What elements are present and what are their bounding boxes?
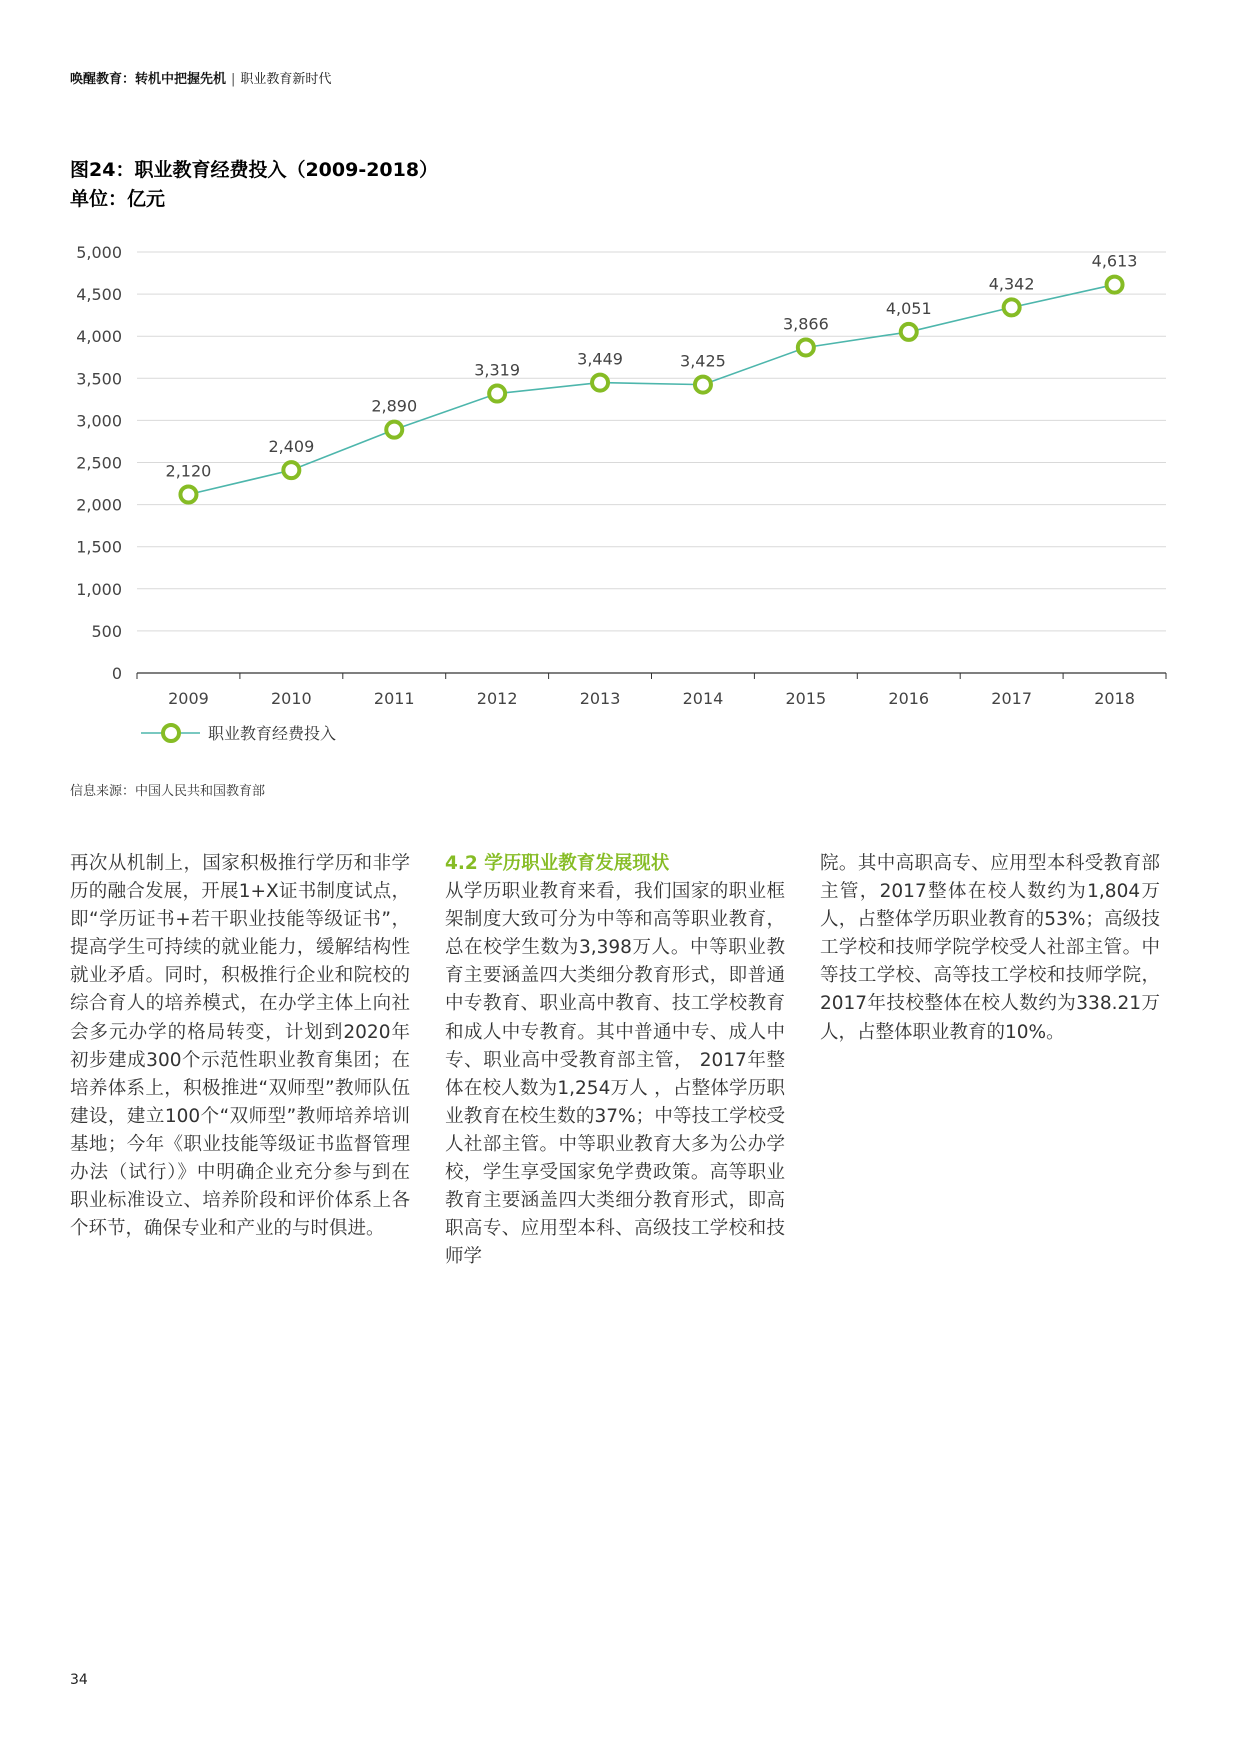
x-tick-label: 2011 bbox=[373, 689, 415, 708]
text-column-1 bbox=[70, 850, 410, 1243]
legend-marker bbox=[163, 725, 179, 741]
x-tick-label: 2013 bbox=[579, 689, 621, 708]
y-tick-label: 1,500 bbox=[76, 537, 122, 557]
x-tick-label: 2015 bbox=[785, 689, 827, 708]
data-point bbox=[901, 324, 917, 340]
data-point bbox=[592, 375, 608, 391]
data-label: 3,449 bbox=[577, 349, 623, 369]
y-tick-label: 2,500 bbox=[76, 453, 122, 473]
data-label: 4,613 bbox=[1091, 251, 1138, 271]
series-line bbox=[188, 285, 1114, 495]
x-tick-label: 2009 bbox=[168, 689, 209, 708]
page-number: 34 bbox=[70, 1672, 88, 1688]
x-tick-label: 2010 bbox=[270, 689, 312, 708]
x-tick-label: 2017 bbox=[991, 689, 1033, 708]
data-point bbox=[489, 386, 505, 402]
x-tick-label: 2012 bbox=[476, 689, 518, 708]
x-tick-label: 2018 bbox=[1094, 689, 1135, 708]
text-column-3 bbox=[820, 850, 1160, 1047]
y-tick-label: 5,000 bbox=[76, 243, 122, 262]
header-subtitle: 职业教育新时代 bbox=[240, 72, 332, 87]
data-label: 4,051 bbox=[885, 298, 932, 318]
y-tick-label: 2,000 bbox=[76, 495, 122, 515]
data-label: 3,425 bbox=[680, 351, 726, 371]
data-label: 4,342 bbox=[988, 274, 1035, 294]
y-tick-label: 1,000 bbox=[76, 579, 122, 599]
data-point bbox=[695, 377, 711, 393]
y-tick-label: 500 bbox=[91, 621, 122, 641]
header-title: 唤醒教育：转机中把握先机 bbox=[70, 72, 227, 87]
header-separator: | bbox=[231, 72, 236, 87]
data-label: 2,409 bbox=[268, 437, 315, 457]
line-chart bbox=[0, 0, 1240, 800]
data-point bbox=[1004, 299, 1020, 315]
paragraph: 再次从机制上，国家积极推行学历和非学历的融合发展，开展1+X证书制度试点，即“学历证书+若干职业技能等级证书”，提高学生可持续的就业能力，缓解结构性就业矛盾。同时，积极推行企业和院校的综合育人的培养模式，在办学主体上向社会多元办学的格局转变，计划到2020年初步建成300个示范性职业教育集团；在培养体系上，积极推进“双师型”教师队伍建设，建立100个“双师型”教师培养培训基地；今年《职业技能等级证书监督管理办法（试行）》中明确企业充分参与到在职业标准设立、培养阶段和评价体系上各个环节，确保专业和产业的与时俱进。 bbox=[70, 853, 410, 1240]
data-point bbox=[180, 486, 196, 502]
data-label: 2,890 bbox=[371, 396, 418, 416]
data-point bbox=[386, 422, 402, 438]
x-tick-label: 2016 bbox=[888, 689, 930, 708]
data-point bbox=[798, 339, 814, 355]
data-label: 3,866 bbox=[782, 314, 829, 334]
figure-title: 图24：职业教育经费投入（2009-2018） bbox=[70, 159, 439, 181]
source-note: 信息来源：中国人民共和国教育部 bbox=[70, 784, 266, 799]
data-label: 2,120 bbox=[165, 461, 212, 481]
data-point bbox=[1107, 277, 1123, 293]
y-tick-label: 0 bbox=[111, 664, 122, 683]
figure-unit: 单位：亿元 bbox=[70, 188, 166, 210]
y-tick-label: 4,500 bbox=[76, 285, 122, 305]
paragraph: 从学历职业教育来看，我们国家的职业框架制度大致可分为中等和高等职业教育，总在校学生数为3,398万人。中等职业教育主要涵盖四大类细分教育形式，即普通中专教育、职业高中教育、技工学校教育和成人中专教育。其中普通中专、成人中专、职业高中受教育部主管， 2017年整体在校人数为1,254万人 ，占整体学历职业教育在校生数的37%；中等技工学校受人社部主管。中等职业教育大多为公办学校，学生享受国家免学费政策。高等职业教育主要涵盖四大类细分教育形式，即高职高专、应用型本科、高级技工学校和技师学 bbox=[445, 881, 785, 1268]
paragraph: 院。其中高职高专、应用型本科受教育部主管，2017整体在校人数约为1,804万人，占整体学历职业教育的53%；高级技工学校和技师学院学校受人社部主管。中等技工学校、高等技工学校和技师学院，2017年技校整体在校人数约为338.21万人，占整体职业教育的10%。 bbox=[820, 853, 1160, 1043]
section-heading: 4.2 学历职业教育发展现状 bbox=[445, 853, 670, 874]
y-tick-label: 3,000 bbox=[76, 411, 122, 431]
y-tick-label: 3,500 bbox=[76, 369, 122, 389]
text-column-2 bbox=[445, 850, 785, 1271]
data-label: 3,319 bbox=[474, 360, 521, 380]
data-point bbox=[283, 462, 299, 478]
legend-label: 职业教育经费投入 bbox=[208, 724, 337, 743]
x-tick-label: 2014 bbox=[682, 689, 724, 708]
y-tick-label: 4,000 bbox=[76, 327, 122, 347]
